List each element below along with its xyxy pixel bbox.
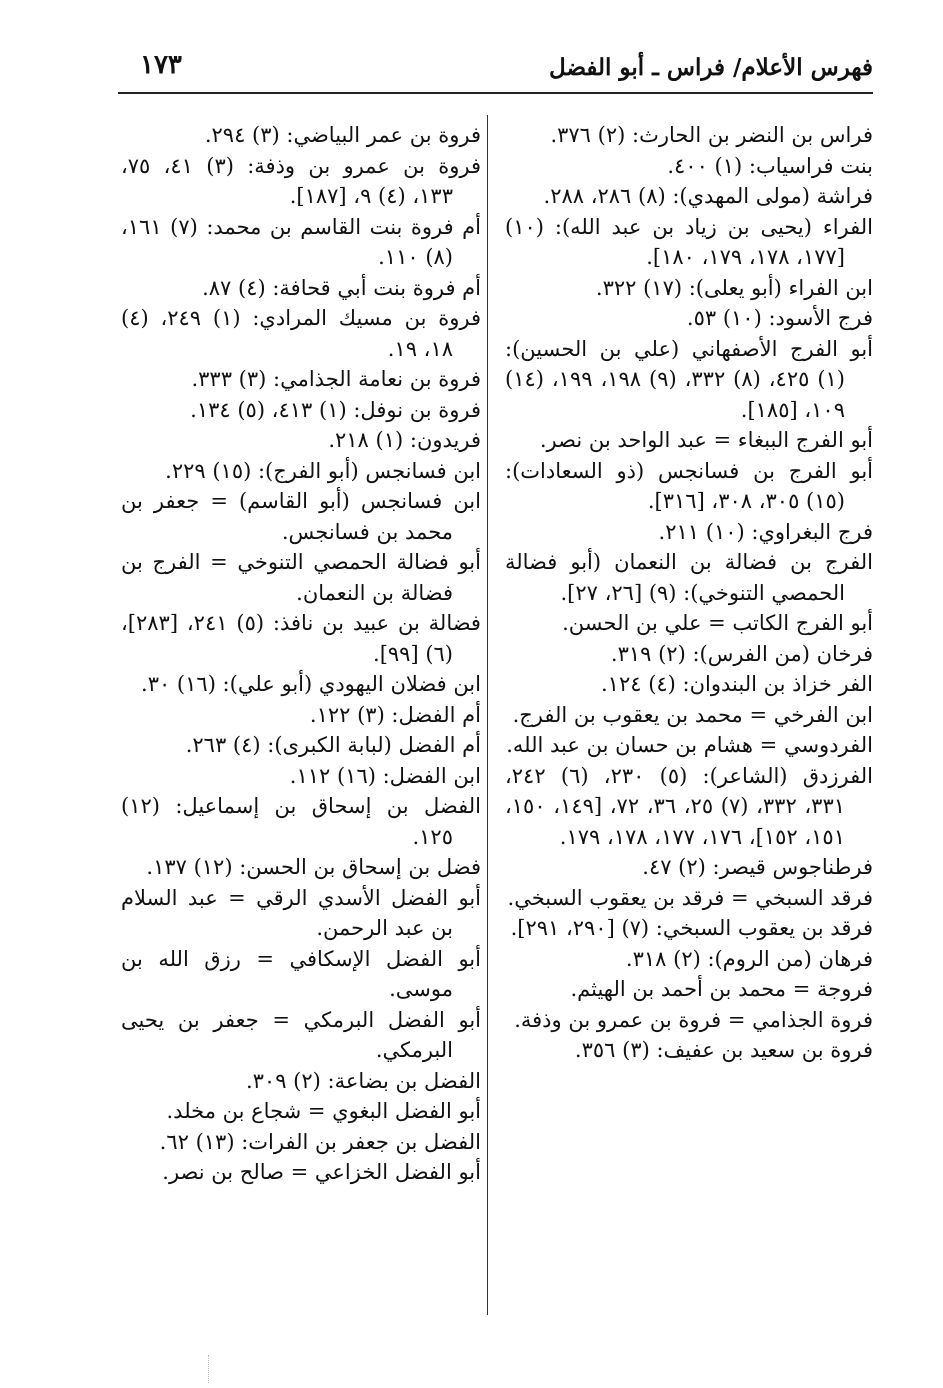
index-entry: أبو الفضل الأسدي الرقي = عبد السلام بن عبد الرحمن. xyxy=(121,885,481,940)
index-entry: ابن الفرخي = محمد بن يعقوب بن الفرج. xyxy=(512,702,873,727)
index-entry: فروة بن نوفل: (١) ٤١٣، (٥) ١٣٤. xyxy=(190,397,481,422)
index-entry: فروة بن سعيد بن عفيف: (٣) ٣٥٦. xyxy=(574,1038,873,1062)
index-entry: فراشة (مولى المهدي): (٨) ٢٨٦، ٢٨٨. xyxy=(543,184,873,208)
index-entry: ابن الفضل: (١٦) ١١٢. xyxy=(289,763,481,788)
index-entry: فرقد بن يعقوب السبخي: (٧) [٢٩٠، ٢٩١]. xyxy=(510,916,873,940)
index-entry: الفرج بن فضالة بن النعمان (أبو فضالة الحمصي التنوخي): (٩) [٢٦، ٢٧]. xyxy=(505,550,873,605)
column-divider xyxy=(487,115,488,1315)
index-column-right xyxy=(505,120,873,1066)
index-entry: أم الفضل (لبابة الكبرى): (٤) ٢٦٣. xyxy=(185,733,481,757)
index-entry: فروة بن عمر البياضي: (٣) ٢٩٤. xyxy=(204,123,481,147)
index-entry: فرقد السبخي = فرقد بن يعقوب السبخي. xyxy=(507,885,873,910)
index-entry: ابن فسانجس (أبو القاسم) = جعفر بن محمد بن فسانجس. xyxy=(121,489,481,544)
index-entry: الفضل بن جعفر بن الفرات: (١٣) ٦٢. xyxy=(159,1129,481,1154)
index-entry: فضل بن إسحاق بن الحسن: (١٢) ١٣٧. xyxy=(146,855,481,879)
running-title: فهرس الأعلام/ فراس ـ أبو الفضل xyxy=(549,54,873,81)
index-entry: فروة بن عمرو بن وذفة: (٣) ٤١، ٧٥، ١٣٣، (٤) ٩، [١٨٧]. xyxy=(121,153,482,208)
index-entry: الفراء (يحيى بن زياد بن عبد الله): (١٠) [١٧٧، ١٧٨، ١٧٩، ١٨٠]. xyxy=(505,214,873,269)
index-entry: فروة الجذامي = فروة بن عمرو بن وذفة. xyxy=(514,1007,873,1032)
index-entry: أبو الفرج الأصفهاني (علي بن الحسين): (١) ٤٢٥، (٨) ٣٣٢، (٩) ١٩٨، ١٩٩، (١٤) ١٠٩، [١٨٥]. xyxy=(505,336,873,422)
index-entry: الفضل بن بضاعة: (٢) ٣٠٩. xyxy=(245,1068,481,1093)
index-entry: الفرزدق (الشاعر): (٥) ٢٣٠، (٦) ٢٤٢، ٣٣١، ٣٣٢، (٧) ٢٥، ٣٦، ٧٢، [١٤٩، ١٥٠، ١٥١، ١٥٢]، ١٧٦، ١٧٧، ١٧٨، ١٧٩. xyxy=(505,763,873,849)
index-entry: أم الفضل: (٣) ١٢٢. xyxy=(309,702,481,727)
index-entry: الفر خزاذ بن البندوان: (٤) ١٢٤. xyxy=(600,672,873,696)
index-entry: أم فروة بنت القاسم بن محمد: (٧) ١٦١، (٨) ١١٠. xyxy=(121,214,481,269)
index-entry: بنت فراسياب: (١) ٤٠٠. xyxy=(667,153,873,178)
index-entry: الفردوسي = هشام بن حسان بن عبد الله. xyxy=(506,733,873,757)
index-entry: ابن الفراء (أبو يعلى): (١٧) ٣٢٢. xyxy=(595,275,873,300)
index-entry: فريدون: (١) ٢١٨. xyxy=(328,428,481,452)
index-entry: أم فروة بنت أبي قحافة: (٤) ٨٧. xyxy=(202,275,481,300)
index-entry: أبو فضالة الحمصي التنوخي = الفرج بن فضالة بن النعمان. xyxy=(121,550,481,605)
index-entry: أبو الفرج بن فسانجس (ذو السعادات): (١٥) ٣٠٥، ٣٠٨، [٣١٦]. xyxy=(505,458,873,513)
index-entry: فروة بن نعامة الجذامي: (٣) ٣٣٣. xyxy=(191,367,481,391)
index-entry: فراس بن النضر بن الحارث: (٢) ٣٧٦. xyxy=(550,123,873,147)
index-entry: أبو الفرج الببغاء = عبد الواحد بن نصر. xyxy=(539,428,873,452)
page-edge-mark xyxy=(208,1355,209,1383)
index-entry: أبو الفضل البغوي = شجاع بن مخلد. xyxy=(166,1099,481,1123)
index-entry: فرج الأسود: (١٠) ٥٣. xyxy=(686,306,873,330)
index-entry: فرخان (من الفرس): (٢) ٣١٩. xyxy=(610,641,873,666)
index-entry: فروة بن مسيك المرادي: (١) ٢٤٩، (٤) ١٨، ١٩. xyxy=(121,306,481,361)
index-entry: أبو الفضل الخزاعي = صالح بن نصر. xyxy=(162,1160,481,1184)
index-entry: ابن فضلان اليهودي (أبو علي): (١٦) ٣٠. xyxy=(141,672,481,696)
index-entry: فروجة = محمد بن أحمد بن الهيثم. xyxy=(570,977,873,1001)
index-entry: أبو الفضل الإسكافي = رزق الله بن موسى. xyxy=(121,946,481,1001)
index-entry: الفضل بن إسحاق بن إسماعيل: (١٢) ١٢٥. xyxy=(121,794,481,849)
index-entry: أبو الفرج الكاتب = علي بن الحسن. xyxy=(562,611,873,635)
page-number: ١٧٣ xyxy=(140,50,182,80)
index-entry: فرهان (من الروم): (٢) ٣١٨. xyxy=(625,946,873,971)
index-entry: فضالة بن عبيد بن نافذ: (٥) ٢٤١، [٢٨٣]، (٦) [٩٩]. xyxy=(121,611,481,666)
index-entry: ابن فسانجس (أبو الفرج): (١٥) ٢٢٩. xyxy=(165,458,481,483)
index-entry: أبو الفضل البرمكي = جعفر بن يحيى البرمكي. xyxy=(121,1007,481,1062)
index-column-left xyxy=(121,120,481,1188)
index-entry: فرج البغراوي: (١٠) ٢١١. xyxy=(658,519,873,544)
index-entry: فرطناجوس قيصر: (٢) ٤٧. xyxy=(642,855,873,879)
page-header xyxy=(118,48,873,94)
